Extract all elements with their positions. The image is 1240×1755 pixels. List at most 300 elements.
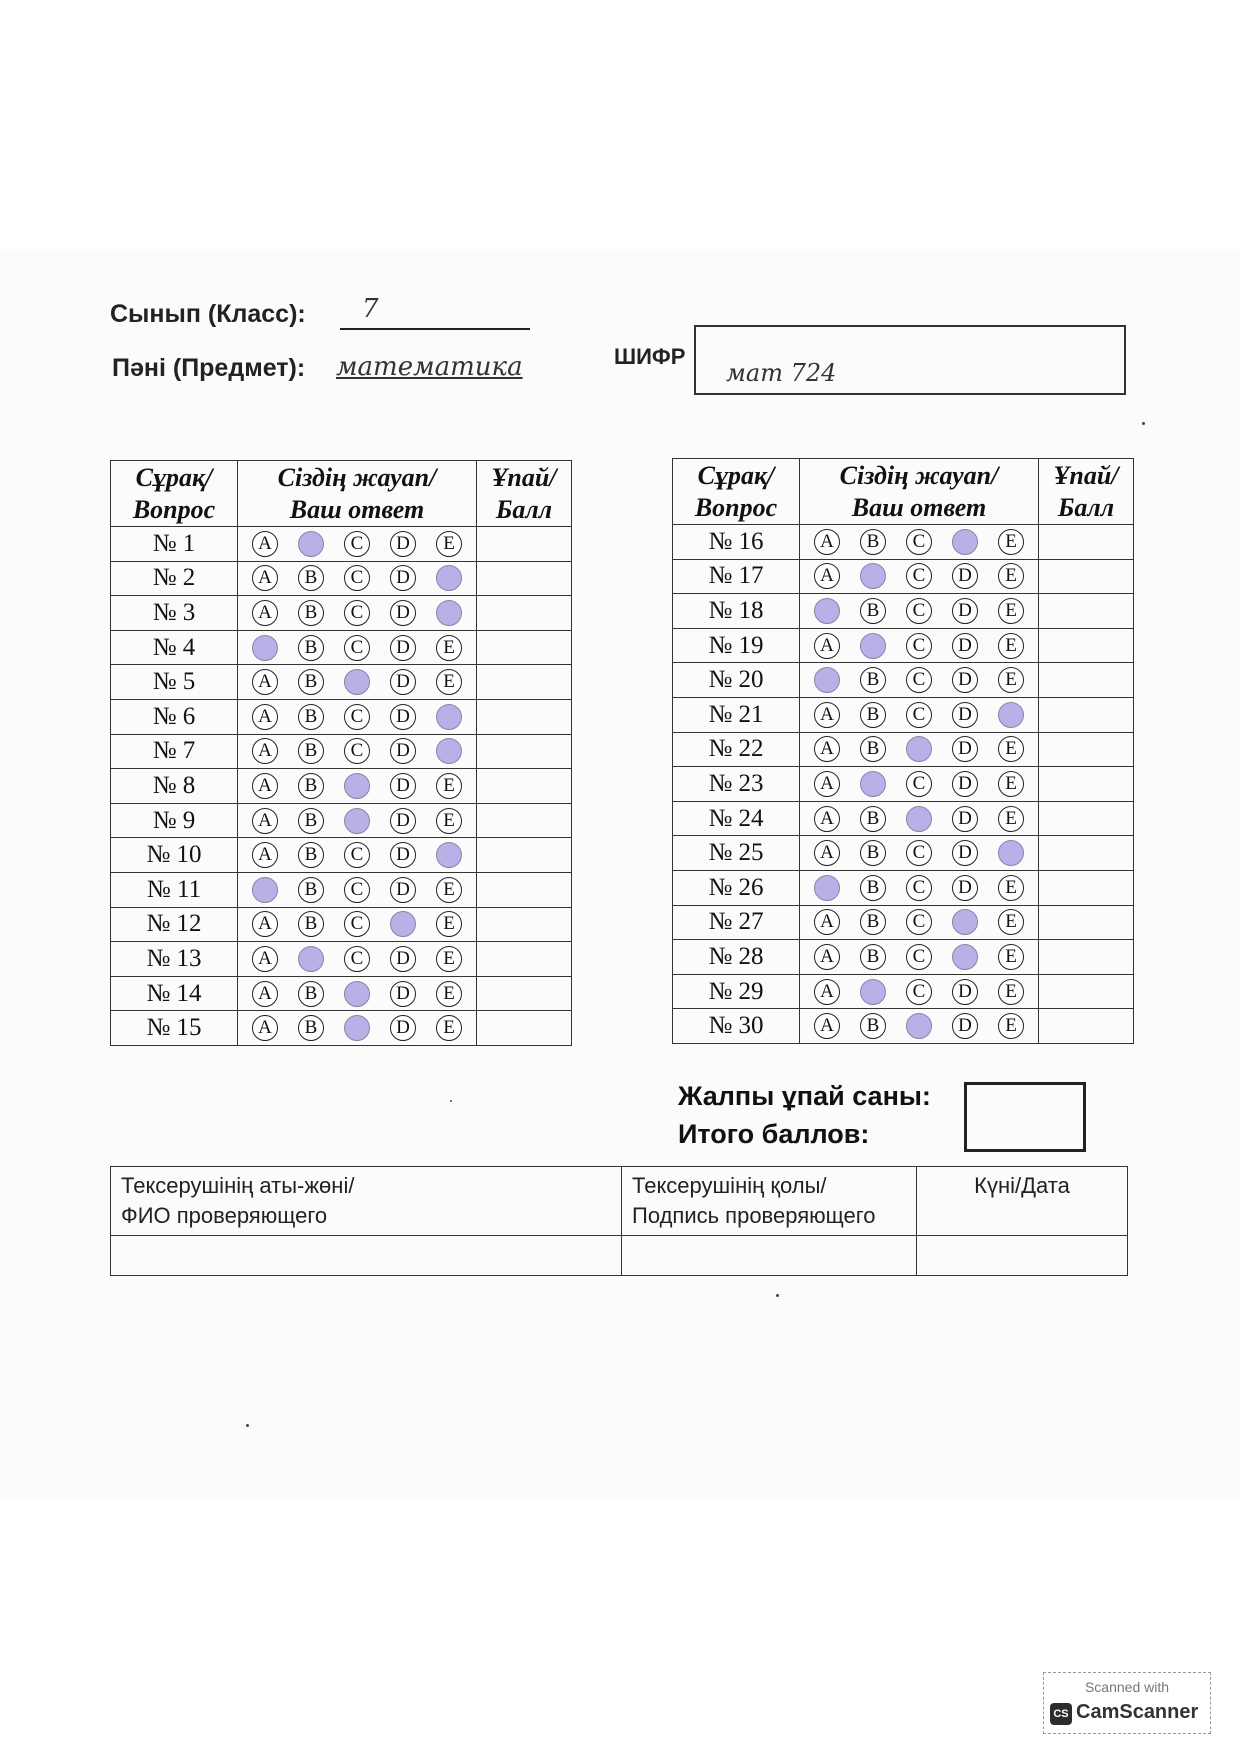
answer-bubble-a[interactable]: A	[252, 808, 278, 834]
answer-bubble-d[interactable]: D	[952, 667, 978, 693]
answer-bubble-b[interactable]: B	[298, 911, 324, 937]
answer-bubble-d[interactable]: D	[390, 531, 416, 557]
answer-bubble-a[interactable]: A	[252, 981, 278, 1007]
answer-row	[673, 974, 1134, 1009]
answer-bubble-b[interactable]	[860, 979, 886, 1005]
answer-bubble-d[interactable]: D	[952, 633, 978, 659]
answer-bubble-b[interactable]: B	[860, 736, 886, 762]
answer-bubble-a[interactable]	[252, 635, 278, 661]
answer-header: Сіздің жауап/ Ваш ответ	[238, 461, 477, 527]
answer-bubble-c[interactable]: C	[906, 979, 932, 1005]
answer-bubble-d[interactable]: D	[952, 1013, 978, 1039]
question-number: № 27	[673, 905, 800, 940]
answer-bubble-d[interactable]: D	[390, 773, 416, 799]
answer-bubble-b[interactable]	[860, 563, 886, 589]
score-cell[interactable]	[477, 665, 572, 700]
answer-bubble-a[interactable]: A	[252, 669, 278, 695]
score-cell[interactable]	[477, 561, 572, 596]
bubble-group	[238, 531, 476, 557]
answer-bubble-b[interactable]	[860, 771, 886, 797]
answer-bubble-e[interactable]: E	[436, 877, 462, 903]
answer-bubble-d[interactable]: D	[952, 771, 978, 797]
answer-bubble-d[interactable]: D	[390, 565, 416, 591]
subject-value[interactable]: математика	[336, 352, 523, 382]
answer-bubble-a[interactable]: A	[814, 806, 840, 832]
answer-bubble-a[interactable]: A	[252, 1015, 278, 1041]
camscanner-logo-icon: CS	[1050, 1703, 1072, 1725]
answer-row	[673, 628, 1134, 663]
answer-bubble-b[interactable]: B	[860, 875, 886, 901]
answer-bubble-c[interactable]: C	[906, 702, 932, 728]
answer-rows-left	[111, 527, 572, 1046]
question-number: № 10	[111, 838, 238, 873]
answer-bubble-e[interactable]: E	[998, 771, 1024, 797]
answer-options	[800, 628, 1039, 663]
examiner-name-field[interactable]	[111, 1236, 622, 1276]
bubble-group	[238, 877, 476, 903]
question-number: № 4	[111, 630, 238, 665]
bubble-group	[800, 667, 1038, 693]
question-number: № 6	[111, 699, 238, 734]
question-number: № 28	[673, 940, 800, 975]
answer-bubble-a[interactable]: A	[252, 911, 278, 937]
answer-bubble-a[interactable]: A	[252, 842, 278, 868]
question-number: № 18	[673, 594, 800, 629]
answer-bubble-c[interactable]: C	[344, 877, 370, 903]
answer-bubble-a[interactable]	[814, 667, 840, 693]
answer-row	[111, 942, 572, 977]
answer-bubble-d[interactable]	[390, 911, 416, 937]
answer-options	[800, 1009, 1039, 1044]
bubble-group	[800, 979, 1038, 1005]
answer-bubble-d[interactable]: D	[390, 842, 416, 868]
answer-bubble-b[interactable]: B	[860, 702, 886, 728]
answer-bubble-b[interactable]: B	[860, 806, 886, 832]
answer-bubble-e[interactable]: E	[436, 1015, 462, 1041]
answer-row	[673, 767, 1134, 802]
cipher-field[interactable]	[694, 325, 1126, 395]
answer-bubble-c[interactable]	[344, 773, 370, 799]
score-cell[interactable]	[1039, 525, 1134, 560]
answer-header: Сіздің жауап/ Ваш ответ	[800, 459, 1039, 525]
answer-bubble-d[interactable]: D	[952, 979, 978, 1005]
answer-bubble-d[interactable]: D	[952, 702, 978, 728]
answer-options	[800, 836, 1039, 871]
answer-bubble-e[interactable]: E	[998, 598, 1024, 624]
answer-bubble-c[interactable]: C	[906, 598, 932, 624]
score-cell[interactable]	[477, 1011, 572, 1046]
answer-bubble-a[interactable]: A	[814, 563, 840, 589]
answer-options	[238, 527, 477, 562]
score-cell[interactable]	[477, 872, 572, 907]
question-number: № 17	[673, 559, 800, 594]
answer-bubble-b[interactable]: B	[298, 704, 324, 730]
question-number: № 15	[111, 1011, 238, 1046]
bubble-group	[238, 911, 476, 937]
answer-row	[111, 872, 572, 907]
score-cell[interactable]	[477, 803, 572, 838]
answer-bubble-e[interactable]	[436, 600, 462, 626]
score-cell[interactable]	[477, 769, 572, 804]
answer-row	[673, 559, 1134, 594]
question-header: Сұрақ/ Вопрос	[673, 459, 800, 525]
answer-bubble-d[interactable]: D	[390, 635, 416, 661]
bubble-group	[238, 842, 476, 868]
score-cell[interactable]	[1039, 905, 1134, 940]
question-number: № 2	[111, 561, 238, 596]
answer-bubble-a[interactable]: A	[252, 531, 278, 557]
answer-options	[238, 838, 477, 873]
score-cell[interactable]	[477, 907, 572, 942]
answer-row	[111, 976, 572, 1011]
answer-bubble-b[interactable]: B	[298, 808, 324, 834]
answer-row	[111, 596, 572, 631]
answer-bubble-b[interactable]: B	[860, 598, 886, 624]
answer-options	[238, 561, 477, 596]
score-cell[interactable]	[477, 596, 572, 631]
answer-row	[111, 665, 572, 700]
answer-bubble-d[interactable]: D	[390, 808, 416, 834]
answer-bubble-d[interactable]: D	[390, 600, 416, 626]
question-number: № 12	[111, 907, 238, 942]
answer-options	[238, 872, 477, 907]
answer-bubble-b[interactable]: B	[860, 944, 886, 970]
answer-bubble-b[interactable]: B	[860, 1013, 886, 1039]
answer-options	[800, 663, 1039, 698]
answer-bubble-b[interactable]: B	[298, 877, 324, 903]
bubble-group	[238, 808, 476, 834]
answer-bubble-c[interactable]: C	[906, 840, 932, 866]
answer-bubble-b[interactable]: B	[298, 842, 324, 868]
answer-bubble-e[interactable]: E	[436, 911, 462, 937]
bubble-group	[800, 944, 1038, 970]
score-cell[interactable]	[1039, 767, 1134, 802]
answer-bubble-e[interactable]	[436, 842, 462, 868]
score-cell[interactable]	[1039, 732, 1134, 767]
answer-bubble-c[interactable]: C	[344, 738, 370, 764]
date-field[interactable]	[917, 1236, 1128, 1276]
score-cell[interactable]	[1039, 870, 1134, 905]
watermark-caption: Scanned with	[1084, 1679, 1170, 1695]
answer-bubble-d[interactable]: D	[952, 806, 978, 832]
answer-bubble-b[interactable]: B	[860, 909, 886, 935]
answer-bubble-d[interactable]: D	[952, 598, 978, 624]
answer-bubble-d[interactable]: D	[390, 981, 416, 1007]
answer-bubble-e[interactable]: E	[998, 979, 1024, 1005]
answer-row	[111, 734, 572, 769]
score-cell[interactable]	[477, 734, 572, 769]
question-number: № 9	[111, 803, 238, 838]
bubble-group	[800, 529, 1038, 555]
answer-row	[673, 870, 1134, 905]
score-header: Ұпай/ Балл	[1039, 459, 1134, 525]
class-value[interactable]: 7	[362, 294, 379, 324]
answer-bubble-a[interactable]: A	[252, 773, 278, 799]
answer-bubble-c[interactable]: C	[344, 946, 370, 972]
score-cell[interactable]	[477, 527, 572, 562]
score-cell[interactable]	[1039, 663, 1134, 698]
answer-bubble-c[interactable]: C	[344, 600, 370, 626]
subject-label: Пәні (Предмет):	[112, 354, 306, 382]
answer-bubble-c[interactable]: C	[344, 565, 370, 591]
examiner-name-header: Тексерушінің аты-жөні/ ФИО проверяющего	[111, 1167, 622, 1236]
answer-bubble-e[interactable]: E	[998, 563, 1024, 589]
score-cell[interactable]	[477, 976, 572, 1011]
bubble-group	[800, 736, 1038, 762]
answer-bubble-a[interactable]: A	[252, 704, 278, 730]
score-header: Ұпай/ Балл	[477, 461, 572, 527]
answer-bubble-d[interactable]: D	[390, 946, 416, 972]
bubble-group	[800, 1013, 1038, 1039]
answer-bubble-c[interactable]: C	[344, 704, 370, 730]
answer-bubble-d[interactable]: D	[952, 736, 978, 762]
answer-bubble-d[interactable]: D	[952, 563, 978, 589]
answer-bubble-c[interactable]: C	[906, 909, 932, 935]
answer-options	[238, 699, 477, 734]
answer-row	[111, 699, 572, 734]
answer-options	[238, 769, 477, 804]
scan-speck	[1142, 422, 1145, 425]
answer-bubble-a[interactable]: A	[252, 565, 278, 591]
answer-bubble-e[interactable]: E	[998, 529, 1024, 555]
answer-bubble-d[interactable]: D	[390, 877, 416, 903]
question-number: № 13	[111, 942, 238, 977]
answer-bubble-b[interactable]	[298, 531, 324, 557]
answer-options	[800, 905, 1039, 940]
bubble-group	[238, 738, 476, 764]
bubble-group	[238, 981, 476, 1007]
bubble-group	[238, 704, 476, 730]
answer-table-left	[110, 460, 572, 1046]
answer-bubble-e[interactable]	[436, 738, 462, 764]
answer-row	[673, 801, 1134, 836]
bubble-group	[800, 840, 1038, 866]
answer-rows-right	[673, 525, 1134, 1044]
score-cell[interactable]	[1039, 697, 1134, 732]
answer-bubble-d[interactable]	[952, 909, 978, 935]
bubble-group	[800, 702, 1038, 728]
answer-bubble-e[interactable]: E	[998, 633, 1024, 659]
score-cell[interactable]	[1039, 801, 1134, 836]
answer-bubble-c[interactable]	[344, 808, 370, 834]
answer-bubble-a[interactable]	[252, 877, 278, 903]
answer-options	[238, 907, 477, 942]
answer-bubble-c[interactable]	[906, 736, 932, 762]
answer-options	[800, 525, 1039, 560]
answer-bubble-a[interactable]: A	[814, 736, 840, 762]
answer-options	[800, 767, 1039, 802]
answer-bubble-e[interactable]	[436, 704, 462, 730]
answer-bubble-c[interactable]	[906, 806, 932, 832]
answer-options	[800, 870, 1039, 905]
answer-options	[800, 732, 1039, 767]
score-cell[interactable]	[1039, 940, 1134, 975]
answer-bubble-a[interactable]: A	[814, 529, 840, 555]
answer-bubble-b[interactable]: B	[298, 669, 324, 695]
answer-row	[111, 803, 572, 838]
answer-bubble-c[interactable]: C	[906, 563, 932, 589]
answer-options	[238, 942, 477, 977]
score-cell[interactable]	[477, 699, 572, 734]
bubble-group	[238, 946, 476, 972]
answer-bubble-c[interactable]: C	[344, 635, 370, 661]
answer-bubble-a[interactable]: A	[252, 946, 278, 972]
answer-row	[673, 697, 1134, 732]
date-header: Күні/Дата	[917, 1167, 1128, 1236]
answer-bubble-d[interactable]: D	[952, 840, 978, 866]
answer-bubble-a[interactable]: A	[814, 840, 840, 866]
question-number: № 26	[673, 870, 800, 905]
question-number: № 3	[111, 596, 238, 631]
answer-bubble-e[interactable]	[998, 840, 1024, 866]
question-number: № 11	[111, 872, 238, 907]
answer-bubble-b[interactable]: B	[860, 529, 886, 555]
answer-bubble-a[interactable]: A	[814, 1013, 840, 1039]
total-score-box[interactable]	[964, 1082, 1086, 1152]
answer-bubble-b[interactable]: B	[298, 1015, 324, 1041]
answer-bubble-c[interactable]: C	[906, 944, 932, 970]
score-cell[interactable]	[477, 630, 572, 665]
answer-bubble-c[interactable]	[906, 1013, 932, 1039]
class-label: Сынып (Класс):	[110, 300, 306, 328]
answer-options	[238, 1011, 477, 1046]
answer-bubble-d[interactable]: D	[390, 704, 416, 730]
answer-bubble-e[interactable]: E	[998, 944, 1024, 970]
answer-bubble-a[interactable]: A	[814, 944, 840, 970]
bubble-group	[238, 565, 476, 591]
answer-bubble-b[interactable]: B	[860, 667, 886, 693]
score-cell[interactable]	[1039, 628, 1134, 663]
answer-options	[238, 630, 477, 665]
answer-bubble-c[interactable]: C	[344, 911, 370, 937]
answer-bubble-e[interactable]: E	[436, 635, 462, 661]
answer-bubble-a[interactable]: A	[814, 702, 840, 728]
bubble-group	[238, 635, 476, 661]
examiner-table	[110, 1166, 1128, 1276]
answer-bubble-e[interactable]: E	[998, 1013, 1024, 1039]
answer-bubble-d[interactable]: D	[390, 1015, 416, 1041]
score-cell[interactable]	[1039, 594, 1134, 629]
answer-bubble-c[interactable]: C	[906, 667, 932, 693]
answer-row	[111, 527, 572, 562]
answer-bubble-c[interactable]	[344, 669, 370, 695]
score-cell[interactable]	[1039, 1009, 1134, 1044]
answer-bubble-c[interactable]	[344, 981, 370, 1007]
answer-bubble-b[interactable]: B	[298, 773, 324, 799]
answer-row	[111, 561, 572, 596]
score-cell[interactable]	[1039, 836, 1134, 871]
answer-bubble-e[interactable]: E	[998, 667, 1024, 693]
answer-options	[800, 697, 1039, 732]
answer-bubble-c[interactable]: C	[344, 842, 370, 868]
bubble-group	[238, 773, 476, 799]
total-label-kz: Жалпы ұпай саны:	[678, 1081, 931, 1111]
answer-bubble-e[interactable]: E	[436, 531, 462, 557]
answer-bubble-b[interactable]: B	[298, 600, 324, 626]
answer-bubble-a[interactable]: A	[814, 633, 840, 659]
answer-bubble-e[interactable]: E	[436, 669, 462, 695]
examiner-signature-field[interactable]	[622, 1236, 917, 1276]
answer-bubble-e[interactable]: E	[998, 875, 1024, 901]
answer-options	[800, 940, 1039, 975]
answer-bubble-e[interactable]: E	[436, 808, 462, 834]
question-number: № 20	[673, 663, 800, 698]
question-number: № 5	[111, 665, 238, 700]
answer-bubble-c[interactable]: C	[906, 633, 932, 659]
total-label-ru: Итого баллов:	[678, 1119, 870, 1149]
answer-bubble-e[interactable]: E	[998, 736, 1024, 762]
question-number: № 14	[111, 976, 238, 1011]
score-cell[interactable]	[1039, 559, 1134, 594]
bubble-group	[238, 600, 476, 626]
answer-bubble-b[interactable]: B	[298, 981, 324, 1007]
answer-bubble-c[interactable]	[344, 1015, 370, 1041]
scan-speck	[246, 1424, 249, 1427]
bubble-group	[800, 771, 1038, 797]
answer-bubble-e[interactable]: E	[436, 981, 462, 1007]
answer-bubble-d[interactable]	[952, 944, 978, 970]
score-cell[interactable]	[1039, 974, 1134, 1009]
answer-bubble-e[interactable]	[998, 702, 1024, 728]
answer-bubble-e[interactable]: E	[436, 946, 462, 972]
bubble-group	[800, 598, 1038, 624]
answer-bubble-a[interactable]: A	[814, 979, 840, 1005]
answer-bubble-c[interactable]: C	[906, 875, 932, 901]
answer-bubble-e[interactable]: E	[436, 773, 462, 799]
answer-bubble-e[interactable]: E	[998, 909, 1024, 935]
answer-row	[673, 1009, 1134, 1044]
answer-bubble-b[interactable]: B	[298, 635, 324, 661]
answer-options	[238, 734, 477, 769]
answer-bubble-c[interactable]: C	[344, 531, 370, 557]
answer-table-right	[672, 458, 1134, 1044]
answer-bubble-d[interactable]	[952, 529, 978, 555]
answer-bubble-a[interactable]: A	[814, 909, 840, 935]
question-number: № 29	[673, 974, 800, 1009]
answer-bubble-a[interactable]	[814, 875, 840, 901]
answer-bubble-d[interactable]: D	[952, 875, 978, 901]
answer-bubble-a[interactable]: A	[252, 600, 278, 626]
answer-bubble-a[interactable]	[814, 598, 840, 624]
answer-bubble-b[interactable]: B	[298, 565, 324, 591]
answer-bubble-e[interactable]	[436, 565, 462, 591]
answer-options	[800, 801, 1039, 836]
question-number: № 30	[673, 1009, 800, 1044]
answer-options	[800, 559, 1039, 594]
answer-bubble-d[interactable]: D	[390, 669, 416, 695]
answer-bubble-d[interactable]: D	[390, 738, 416, 764]
answer-bubble-a[interactable]: A	[252, 738, 278, 764]
camscanner-watermark	[1043, 1672, 1211, 1734]
answer-bubble-e[interactable]: E	[998, 806, 1024, 832]
question-number: № 19	[673, 628, 800, 663]
bubble-group	[238, 669, 476, 695]
score-cell[interactable]	[477, 942, 572, 977]
answer-bubble-b[interactable]: B	[860, 840, 886, 866]
answer-row	[111, 1011, 572, 1046]
answer-row	[673, 525, 1134, 560]
score-cell[interactable]	[477, 838, 572, 873]
answer-bubble-b[interactable]	[298, 946, 324, 972]
answer-options	[238, 665, 477, 700]
bubble-group	[800, 563, 1038, 589]
answer-bubble-c[interactable]: C	[906, 771, 932, 797]
answer-bubble-c[interactable]: C	[906, 529, 932, 555]
answer-bubble-b[interactable]	[860, 633, 886, 659]
answer-bubble-a[interactable]: A	[814, 771, 840, 797]
answer-bubble-b[interactable]: B	[298, 738, 324, 764]
answer-options	[238, 976, 477, 1011]
